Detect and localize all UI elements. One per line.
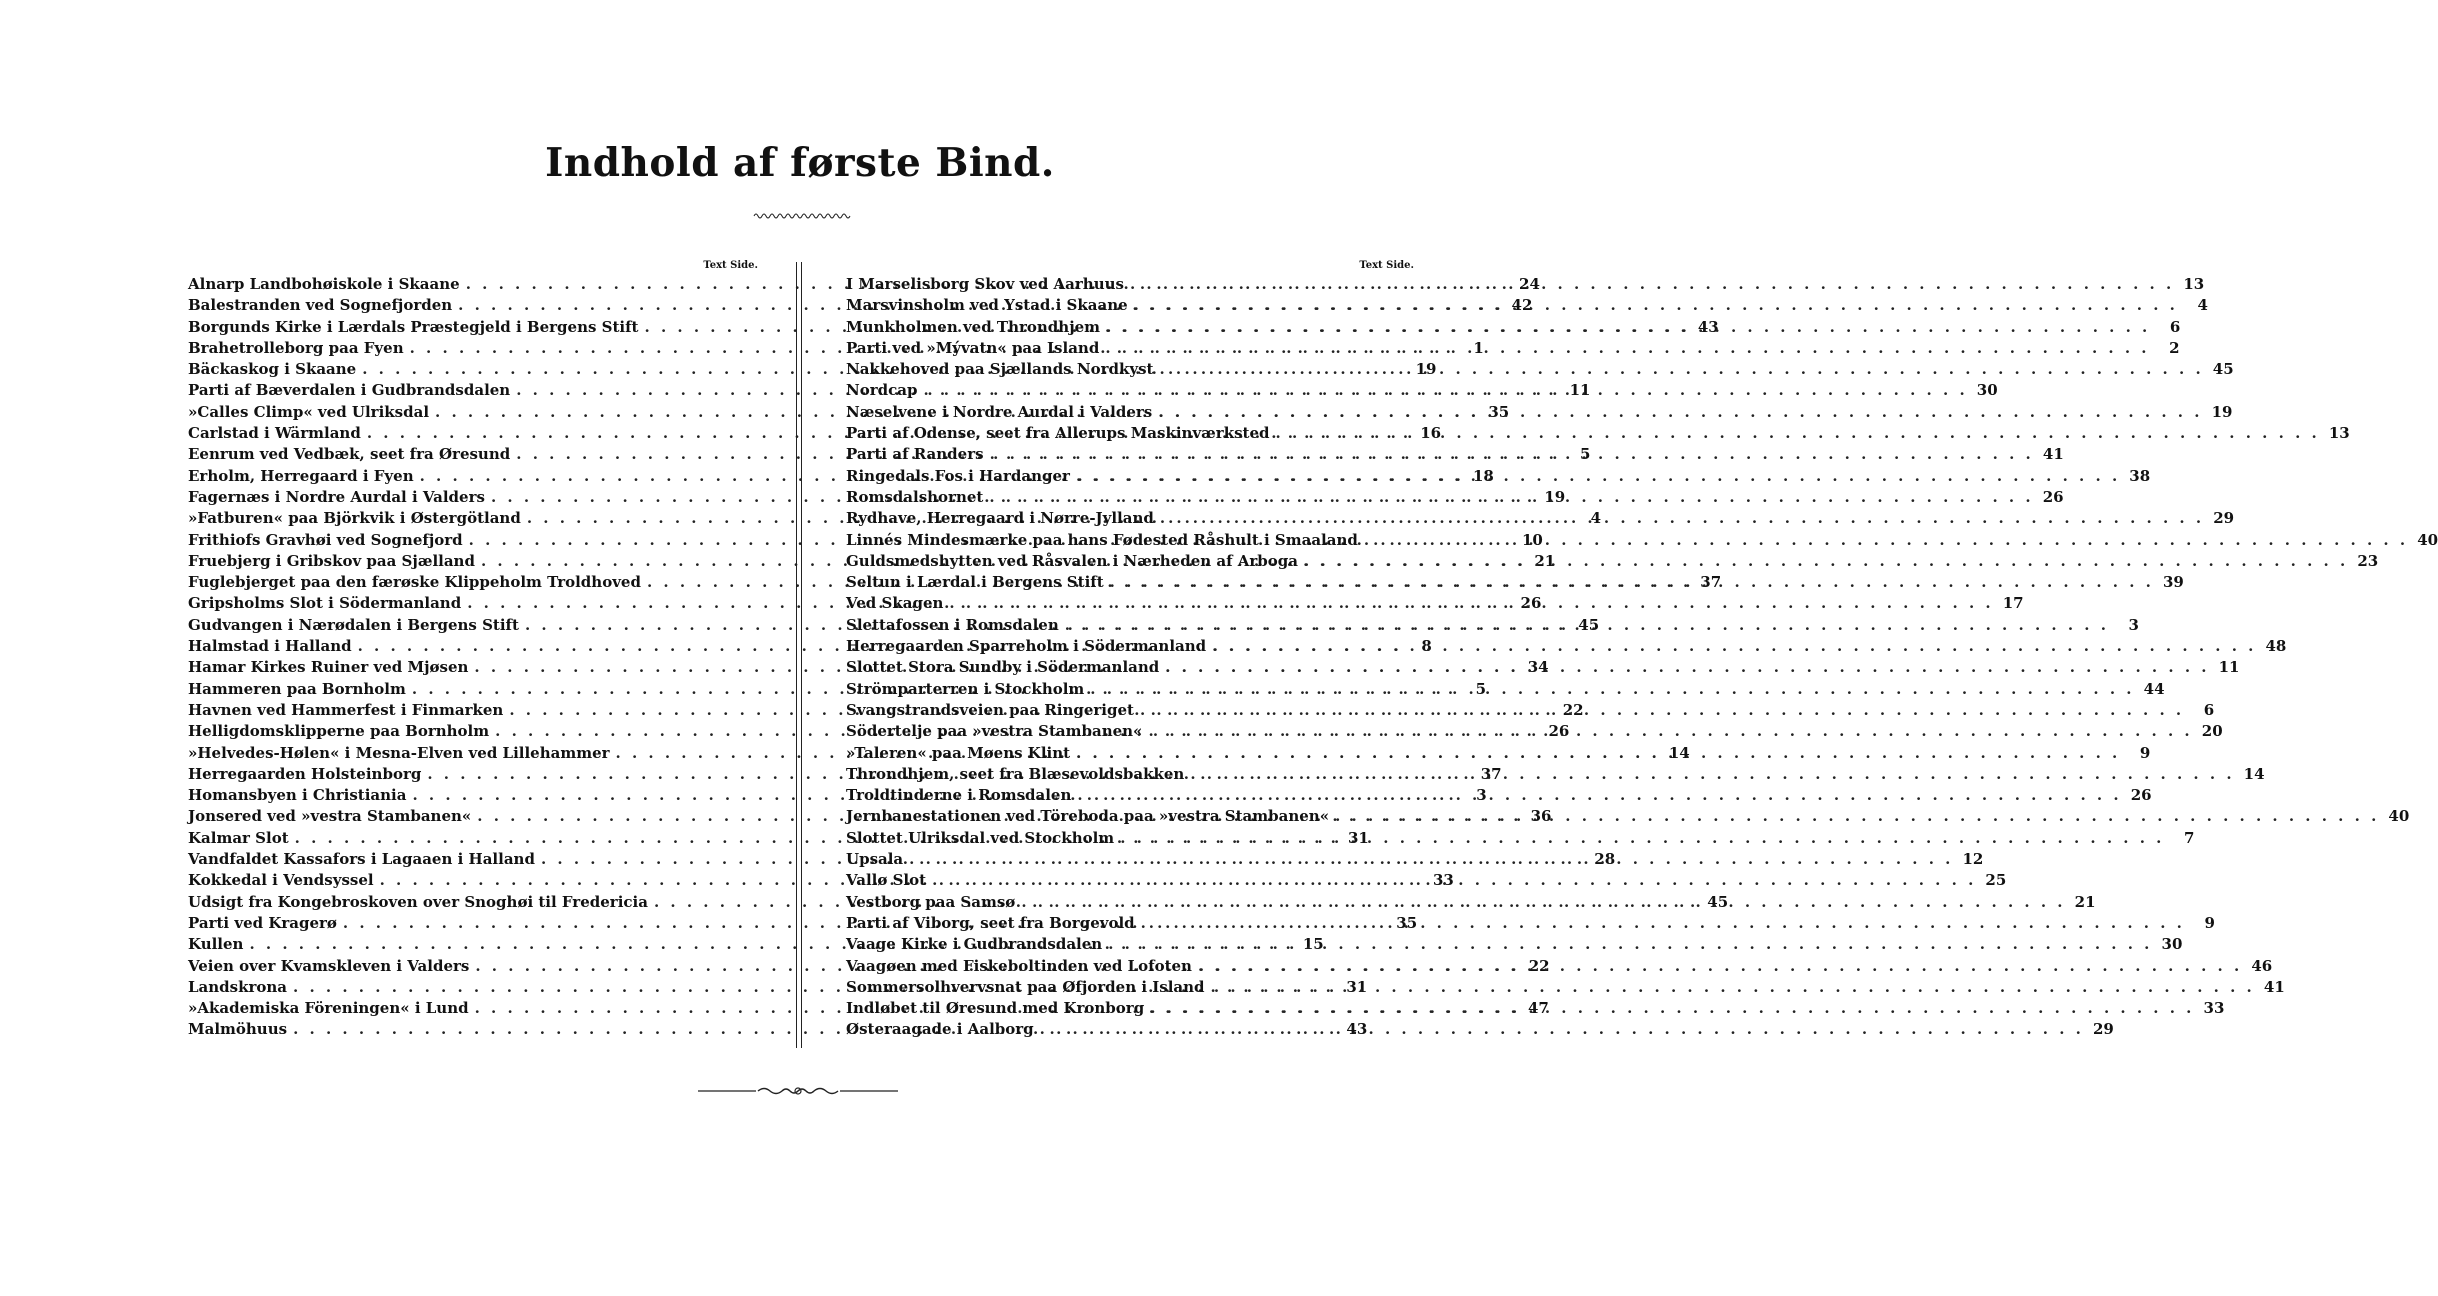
entry-title: Vallø Slot [846,871,927,890]
entry-title: »Taleren« paa Møens Klint [846,743,1071,762]
entry-title: Slettafossen i Romsdalen [846,615,1059,634]
entry-page-number: 1 [1473,338,1484,357]
dot-leader [1106,317,2150,338]
toc-entry [846,338,2180,359]
entry-page-number: 44 [2143,679,2165,698]
entry-page-number: 28 [1594,850,1616,869]
entry-title: Upsala [846,850,904,869]
entry-title: Indløbet til Øresund med Kronborg [846,999,1145,1018]
entry-page-number: 38 [2129,466,2151,485]
entry-title: Parti af Odense, seet fra Allerups Maskinværksted [846,424,1270,443]
entry-title: Slottet Ulriksdal ved Stockholm [846,828,1115,847]
entry-title: Herregaarden Sparreholm i Södermanland [846,637,1207,656]
entry-title: Havnen ved Hammerfest i Finmarken [188,700,504,719]
dot-leader [1090,679,2134,700]
entry-page-number: 21 [1534,551,1556,570]
toc-entry [846,636,2287,657]
entry-page-number: 41 [2042,445,2064,464]
entry-page-number: 26 [1548,722,1570,741]
entry-page-number: 22 [1562,700,1584,719]
dot-leader [1211,977,2255,998]
entry-title: Linnés Mindesmærke paa hans Fødested Råshult i Smaaland [846,530,1358,549]
dot-leader [1148,721,2192,742]
dot-leader [1304,551,2348,572]
entry-page-number: 21 [2074,892,2096,911]
toc-entry [846,1019,2114,1040]
dot-leader [1159,359,2203,380]
entry-page-number: 39 [2163,573,2184,592]
entry-title: Strömparterren i Stockholm [846,679,1085,698]
entry-title: Vaagøen med Fiskeboltinden ved Lofoten [846,956,1192,975]
right-column-header: Text Side. [1359,260,1414,271]
entry-page-number: 11 [2218,658,2240,677]
entry-page-number: 18 [1472,466,1494,485]
entry-page-number: 19 [1544,487,1566,506]
entry-page-number: 6 [2169,317,2181,336]
entry-title: Fagernæs i Nordre Aurdal i Valders [188,487,485,506]
entry-page-number: 36 [1530,807,1552,826]
entry-page-number: 4 [1590,509,1602,528]
dot-leader [1105,338,2149,359]
toc-entry [846,508,2235,529]
entry-page-number: 31 [1346,977,1368,996]
entry-title: Landskrona [188,977,288,996]
dot-leader [932,870,1976,891]
entry-title: Fuglebjerget paa den færøske Klippeholm Troldhoved [188,573,641,592]
entry-title: Munkholmen ved Throndhjem [846,317,1101,336]
dot-leader [1158,402,2202,423]
entry-title: Nakkehoved paa Sjællands Nordkyst [846,360,1154,379]
entry-title: Parti ved »Mývatn« paa Island [846,338,1100,357]
entry-page-number: 9 [2139,743,2151,762]
entry-page-number: 45 [1707,892,1729,911]
entry-title: Malmöhuus [188,1020,288,1039]
dot-leader [1076,743,2120,764]
entry-page-number: 24 [1519,275,1540,293]
dot-leader [1120,828,2164,849]
entry-page-number: 26 [2042,487,2064,506]
entry-title: Ved Skagen [846,594,944,613]
entry-title: Romsdalshornet [846,487,984,506]
toc-entry [846,934,2183,955]
entry-title: Guldsmedshytten ved Råsvalen i Nærheden af Arboga [846,551,1298,570]
entry-page-number: 5 [1475,679,1487,698]
entry-page-number: 40 [2417,530,2438,549]
dot-leader [923,380,1967,401]
entry-page-number: 15 [1302,935,1324,954]
entry-page-number: 13 [2183,275,2205,293]
entry-page-number: 26 [1520,594,1542,613]
entry-title: Kokkedal i Vendsyssel [188,871,374,890]
entry-title: Parti af Randers [846,445,984,464]
entry-page-number: 10 [1522,530,1543,549]
entry-title: Helligdomsklipperne paa Bornholm [188,722,490,741]
entry-title: Veien over Kvamskleven i Valders [188,956,470,975]
entry-page-number: 17 [2002,594,2024,613]
dot-leader [1110,572,2154,593]
entry-title: Seltun i Lærdal i Bergens Stift [846,573,1104,592]
entry-title: Kalmar Slot [188,828,289,847]
entry-title: Herregaarden Holsteinborg [188,764,422,783]
entry-title: Södertelje paa »vestra Stambanen« [846,722,1143,741]
dot-leader [1065,615,2109,636]
entry-title: Østeraagade i Aalborg [846,1020,1034,1039]
entry-page-number: 19 [2211,402,2233,421]
entry-title: »Calles Climp« ved Ulriksdal [188,402,430,421]
title-flourish-ornament [752,210,852,220]
entry-title: Udsigt fra Kongebroskoven over Snoghøi til Fredericia [188,892,648,911]
dot-leader [909,849,1953,870]
dot-leader [1150,998,2194,1019]
entry-title: Borgunds Kirke i Lærdals Præstegjeld i Bergens Stift [188,317,639,336]
dot-leader [949,593,1993,614]
entry-page-number: 14 [2243,764,2265,783]
entry-title: Erholm, Herregaard i Fyen [188,466,414,485]
entry-page-number: 43 [1697,317,1719,336]
entry-title: I Marselisborg Skov ved Aarhuus [846,275,1124,293]
entry-title: Carlstad i Wärmland [188,424,361,443]
entry-page-number: 37 [1700,573,1722,592]
entry-title: Marsvinsholm ved Ystad i Skaane [846,296,1128,315]
entry-title: Brahetrolleborg paa Fyen [188,338,404,357]
entry-title: Hamar Kirkes Ruiner ved Mjøsen [188,658,469,677]
entry-title: Frithiofs Gravhøi ved Sognefjord [188,530,463,549]
entry-title: Fruebjerg i Gribskov paa Sjælland [188,551,475,570]
dot-leader [1108,934,2152,955]
dot-leader [1198,956,2242,977]
toc-entry [846,977,2285,998]
dot-leader [1040,1019,2084,1040]
toc-entry [846,785,2152,806]
dot-leader [1335,806,2379,827]
entry-title: Vaage Kirke i Gudbrandsdalen [846,935,1103,954]
entry-title: »Fatburen« paa Björkvik i Østergötland [188,509,521,528]
entry-title: Vandfaldet Kassafors i Lagaaen i Halland [188,850,535,869]
entry-page-number: 9 [2204,913,2215,932]
entry-page-number: 45 [1578,615,1600,634]
entry-title: »Akademiska Föreningen« i Lund [188,999,469,1018]
entry-page-number: 3 [2128,615,2139,634]
dot-leader [1212,636,2256,657]
toc-entry [846,679,2165,700]
entry-title: Kullen [188,935,244,954]
entry-page-number: 12 [1962,850,1984,869]
dot-leader [1165,657,2209,678]
dot-leader [1276,423,2320,444]
toc-entry [846,444,2064,465]
entry-page-number: 5 [1580,445,1591,464]
entry-title: Parti af Viborg, seet fra Borgevold [846,913,1135,932]
entry-page-number: 40 [2388,807,2410,826]
entry-page-number: 8 [1421,637,1432,656]
entry-title: Throndhjem, seet fra Blæsevoldsbakken [846,764,1185,783]
entry-title: »Helvedes-Hølen« i Mesna-Elven ved Lillehammer [188,743,610,762]
entry-page-number: 34 [1527,658,1549,677]
entry-page-number: 29 [2213,509,2235,528]
entry-title: Homansbyen i Christiania [188,786,407,805]
entry-page-number: 30 [1976,381,1998,400]
entry-page-number: 26 [2130,786,2152,805]
entry-page-number: 35 [1396,913,1418,932]
entry-page-number: 16 [1420,424,1442,443]
entry-page-number: 20 [2201,722,2223,741]
entry-page-number: 30 [2161,935,2183,954]
dot-leader [1134,295,2178,316]
entry-page-number: 7 [2183,828,2195,847]
dot-leader [1076,466,2120,487]
entry-title: Næselvene i Nordre Aurdal i Valders [846,402,1153,421]
entry-title: Bäckaskog i Skaane [188,360,357,379]
entry-page-number: 43 [1346,1020,1368,1039]
entry-title: Nordcap [846,381,918,400]
entry-title: Sommersolhvervsnat paa Øfjorden i Island [846,977,1205,996]
dot-leader [1140,700,2184,721]
entry-title: Gripsholms Slot i Södermanland [188,594,462,613]
toc-entry [846,913,2215,934]
entry-title: Ringedals Fos i Hardanger [846,466,1070,485]
entry-page-number: 29 [2093,1020,2114,1039]
entry-title: Svangstrandsveien paa Ringeriget [846,700,1134,719]
entry-title: Jernbanestationen ved Töreboda paa »vestra Stambanen« [846,807,1330,826]
entry-title: Balestranden ved Sognefjorden [188,296,453,315]
entry-page-number: 11 [1569,381,1591,400]
dot-leader [990,444,2034,465]
entry-title: Halmstad i Halland [188,637,352,656]
entry-page-number: 37 [1480,764,1502,783]
dot-leader [1077,785,2121,806]
entry-title: Vestborg paa Samsø [846,892,1016,911]
dot-leader [1190,764,2234,785]
entry-page-number: 3 [1476,786,1487,805]
entry-title: Parti af Bæverdalen i Gudbrandsdalen [188,381,511,400]
entry-page-number: 33 [2203,999,2225,1018]
dot-leader [1021,892,2065,913]
entry-page-number: 41 [2263,977,2285,996]
entry-title: Rydhave, Herregaard i Nørre-Jylland [846,509,1154,528]
toc-entry [846,828,2195,849]
entry-page-number: 33 [1432,871,1454,890]
entry-page-number: 42 [1511,296,1533,315]
entry-page-number: 48 [2265,637,2287,656]
entry-title: Eenrum ved Vedbæk, seet fra Øresund [188,445,511,464]
bottom-ornament [698,1083,898,1099]
entry-page-number: 25 [1985,871,2007,890]
entry-page-number: 46 [2251,956,2273,975]
entry-page-number: 45 [2212,360,2234,379]
entry-title: Hammeren paa Bornholm [188,679,406,698]
left-column-header: Text Side. [703,260,758,271]
entry-page-number: 13 [2328,424,2350,443]
entry-page-number: 23 [2357,551,2379,570]
entry-page-number: 22 [1528,956,1550,975]
column-divider [796,262,802,1048]
entry-title: Gudvangen i Nærødalen i Bergens Stift [188,615,519,634]
entry-page-number: 19 [1415,360,1437,379]
entry-title: Jonsered ved »vestra Stambanen« [188,807,472,826]
entry-title: Alnarp Landbohøiskole i Skaane [188,275,460,293]
entry-page-number: 35 [1488,402,1510,421]
dot-leader [1160,508,2204,529]
entry-page-number: 2 [2169,338,2180,357]
entry-page-number: 4 [2197,296,2208,315]
dot-leader [1364,530,2408,551]
dot-leader [1141,913,2185,934]
page-title: Indhold af første Bind. [545,140,1055,186]
entry-title: Slottet Stora Sundby i Södermanland [846,658,1160,677]
entry-page-number: 6 [2203,700,2215,719]
dot-leader [989,487,2033,508]
entry-page-number: 31 [1347,828,1369,847]
dot-leader [1130,274,2174,295]
entry-title: Parti ved Kragerø [188,913,337,932]
entry-page-number: 14 [1668,743,1690,762]
entry-page-number: 47 [1527,999,1549,1018]
entry-title: Troldtinderne i Romsdalen [846,786,1072,805]
